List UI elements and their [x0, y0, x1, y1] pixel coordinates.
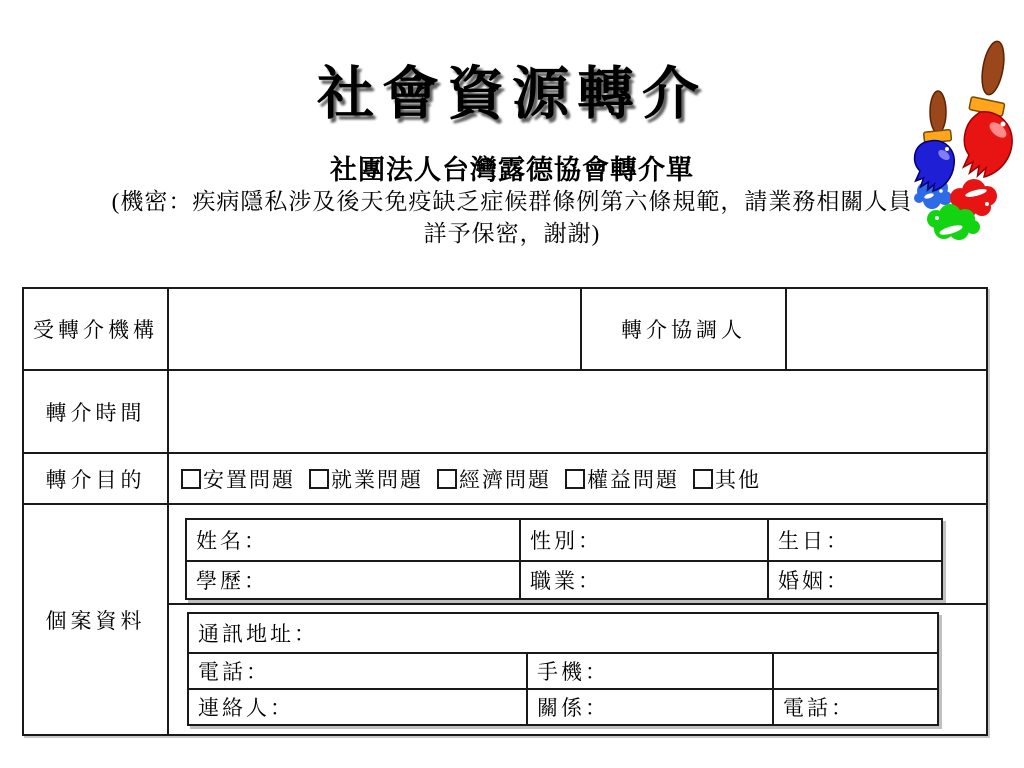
- paintbrushes-icon: [888, 38, 1022, 250]
- gender-field-cell: [519, 520, 767, 560]
- name-field-label: 姓名：: [196, 529, 268, 553]
- checkbox-item-other: [693, 464, 761, 494]
- checkbox-employment-label: 就業問題: [331, 467, 423, 492]
- marriage-field-label: 婚姻：: [778, 569, 850, 593]
- checkbox-item-employment: [309, 464, 423, 494]
- red-paintbrush-icon: [964, 40, 1013, 177]
- occupation-field-label: 職業：: [530, 569, 602, 593]
- receiving-agency-value-cell: [167, 289, 580, 369]
- mobile-field-cell: [526, 652, 772, 688]
- referral-purpose-label: 轉介目的: [45, 467, 146, 492]
- phone-field-label: 電話：: [198, 660, 270, 684]
- coordinator-value-cell: [785, 289, 986, 369]
- relation-field-label: 關係：: [537, 696, 609, 720]
- referral-purpose-label-cell: [24, 452, 167, 503]
- contact-phone-field-cell: [772, 688, 937, 724]
- checkbox-rights-label: 權益問題: [587, 467, 679, 492]
- checkbox-item-placement: [181, 464, 295, 494]
- gender-field-label: 性別：: [530, 529, 602, 553]
- mobile-field-label: 手機：: [537, 660, 609, 684]
- case-contact-info-table: [187, 612, 939, 726]
- checkbox-rights-icon[interactable]: [565, 469, 585, 489]
- birthday-field-label: 生日：: [778, 529, 850, 553]
- address-field-label: 通訊地址：: [198, 622, 318, 646]
- checkbox-economic-label: 經濟問題: [459, 467, 551, 492]
- referral-time-label-cell: [24, 369, 167, 452]
- case-basic-info-table: [185, 518, 943, 600]
- contact-phone-field-label: 電話：: [783, 696, 855, 720]
- checkbox-placement-label: 安置問題: [203, 467, 295, 492]
- checkbox-other-label: 其他: [715, 467, 761, 492]
- page-title: 社會資源轉介: [317, 63, 707, 126]
- name-field-cell: [187, 520, 519, 560]
- case-basic-info-cell: [167, 503, 986, 603]
- case-data-label: 個案資料: [45, 608, 146, 633]
- checkbox-economic-icon[interactable]: [437, 469, 457, 489]
- address-field-cell: [189, 614, 937, 652]
- case-data-label-cell: [24, 503, 167, 734]
- contact-field-label: 連絡人：: [198, 696, 294, 720]
- confidential-note-line2: 詳予保密，謝謝): [423, 221, 601, 246]
- checkbox-other-icon[interactable]: [693, 469, 713, 489]
- confidential-note-line1: (機密：疾病隱私涉及後天免疫缺乏症候群條例第六條規範，請業務相關人員: [111, 189, 913, 214]
- case-contact-info-cell: [167, 603, 986, 734]
- confidential-note: [0, 186, 1024, 250]
- relation-field-cell: [526, 688, 772, 724]
- occupation-field-cell: [519, 560, 767, 598]
- contact-field-cell: [189, 688, 526, 724]
- receiving-agency-label-cell: [24, 289, 167, 369]
- referral-time-value-cell: [167, 369, 986, 452]
- checkbox-employment-icon[interactable]: [309, 469, 329, 489]
- blue-paintbrush-icon: [915, 91, 955, 191]
- receiving-agency-label: 受轉介機構: [33, 318, 158, 342]
- marriage-field-cell: [767, 560, 941, 598]
- birthday-field-cell: [767, 520, 941, 560]
- mobile-extra-cell: [772, 652, 937, 688]
- checkbox-item-economic: [437, 464, 551, 494]
- referral-time-label: 轉介時間: [45, 400, 146, 425]
- coordinator-label-cell: [580, 289, 785, 369]
- education-field-label: 學歷：: [196, 569, 268, 593]
- checkbox-item-rights: [565, 464, 679, 494]
- form-subtitle: 社團法人台灣露德協會轉介單: [330, 155, 694, 185]
- checkbox-placement-icon[interactable]: [181, 469, 201, 489]
- purpose-checkbox-group: [167, 452, 986, 503]
- education-field-cell: [187, 560, 519, 598]
- phone-field-cell: [189, 652, 526, 688]
- referral-form-table: [22, 287, 988, 736]
- coordinator-label: 轉介協調人: [621, 318, 746, 342]
